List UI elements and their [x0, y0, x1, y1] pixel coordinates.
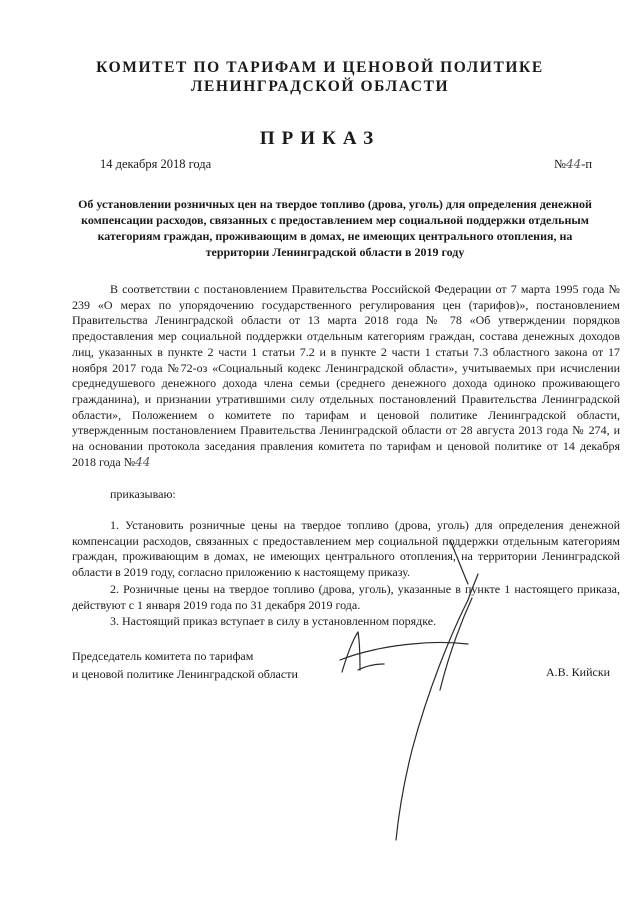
document-header — [0, 58, 640, 96]
preamble-text: В соответствии с постановлением Правительства Российской Федерации от 7 марта 1995 года № 239 «О мерах по упорядочению государственного регулирования цен (тарифов)», постановлением Правительства Ленинградской области от 13 марта 2018 года № 78 «Об утверждении порядков предоставления мер социальной поддержки отдельным категориям граждан, состава денежных доходов лиц, указанных в пункте 2 части 1 статьи 7.2 и в пункте 2 части 1 статьи 7.3 областного закона от 17 ноября 2017 года №72-оз «Социальный кодекс Ленинградской области», учитываемых при исчислении среднедушевого денежного дохода члена семьи (среднего денежного дохода одиноко проживающего гражданина), и признании утратившими силу отдельных постановлений Правительства Ленинградской области», Положением о комитете по тарифам и ценовой политике Ленинградской области, утвержденным постановлением Правительства Ленинградской области от 28 августа 2013 года № 274, и на основании протокола заседания правления комитета по тарифам и ценовой политике от 14 декабря 2018 года № — [72, 282, 620, 469]
signatory-position-line-1: Председатель комитета по тарифам — [72, 649, 254, 663]
signatory-position — [72, 647, 298, 683]
number-value: 44 — [565, 157, 582, 171]
header-line-2: ЛЕНИНГРАДСКОЙ ОБЛАСТИ — [190, 78, 450, 95]
header-line-1: КОМИТЕТ ПО ТАРИФАМ И ЦЕНОВОЙ ПОЛИТИКЕ — [96, 59, 544, 76]
document-subject: Об установлении розничных цен на твердое топливо (дрова, уголь) для определения денежной компенсации расходов, связанных с предоставлением мер социальной поддержки отдельным категориям граждан, проживающим в домах, не имеющих центрального отопления, на территории Ленинградской области в 2019 году — [78, 197, 592, 259]
number-prefix: № — [554, 157, 566, 171]
preamble-paragraph — [72, 282, 620, 470]
document-title: ПРИКАЗ — [259, 128, 381, 149]
signatory-position-line-2: и ценовой политике Ленинградской области — [72, 667, 298, 681]
document-number — [554, 157, 592, 172]
order-item-1: 1. Установить розничные цены на твердое топливо (дрова, уголь) для определения денежной компенсации расходов, связанных с предоставлением мер социальной поддержки отдельным категориям граждан, проживающим в домах, не имеющих центрального отопления, на территории Ленинградской области в 2019 году, согласно приложению к настоящему приказу. — [72, 518, 620, 580]
document-date: 14 декабря 2018 года — [100, 157, 212, 171]
number-suffix: -п — [581, 157, 593, 171]
signatory-name: А.В. Кийски — [546, 665, 611, 679]
protocol-number: 44 — [135, 454, 151, 469]
handwritten-signature — [300, 540, 520, 860]
order-item-3: 3. Настоящий приказ вступает в силу в установленном порядке. — [110, 614, 437, 628]
order-word: приказываю: — [110, 487, 176, 501]
order-item-2: 2. Розничные цены на твердое топливо (дрова, уголь), указанные в пункте 1 настоящего приказа, действуют с 1 января 2019 года по 31 декабря 2019 года. — [72, 582, 620, 612]
